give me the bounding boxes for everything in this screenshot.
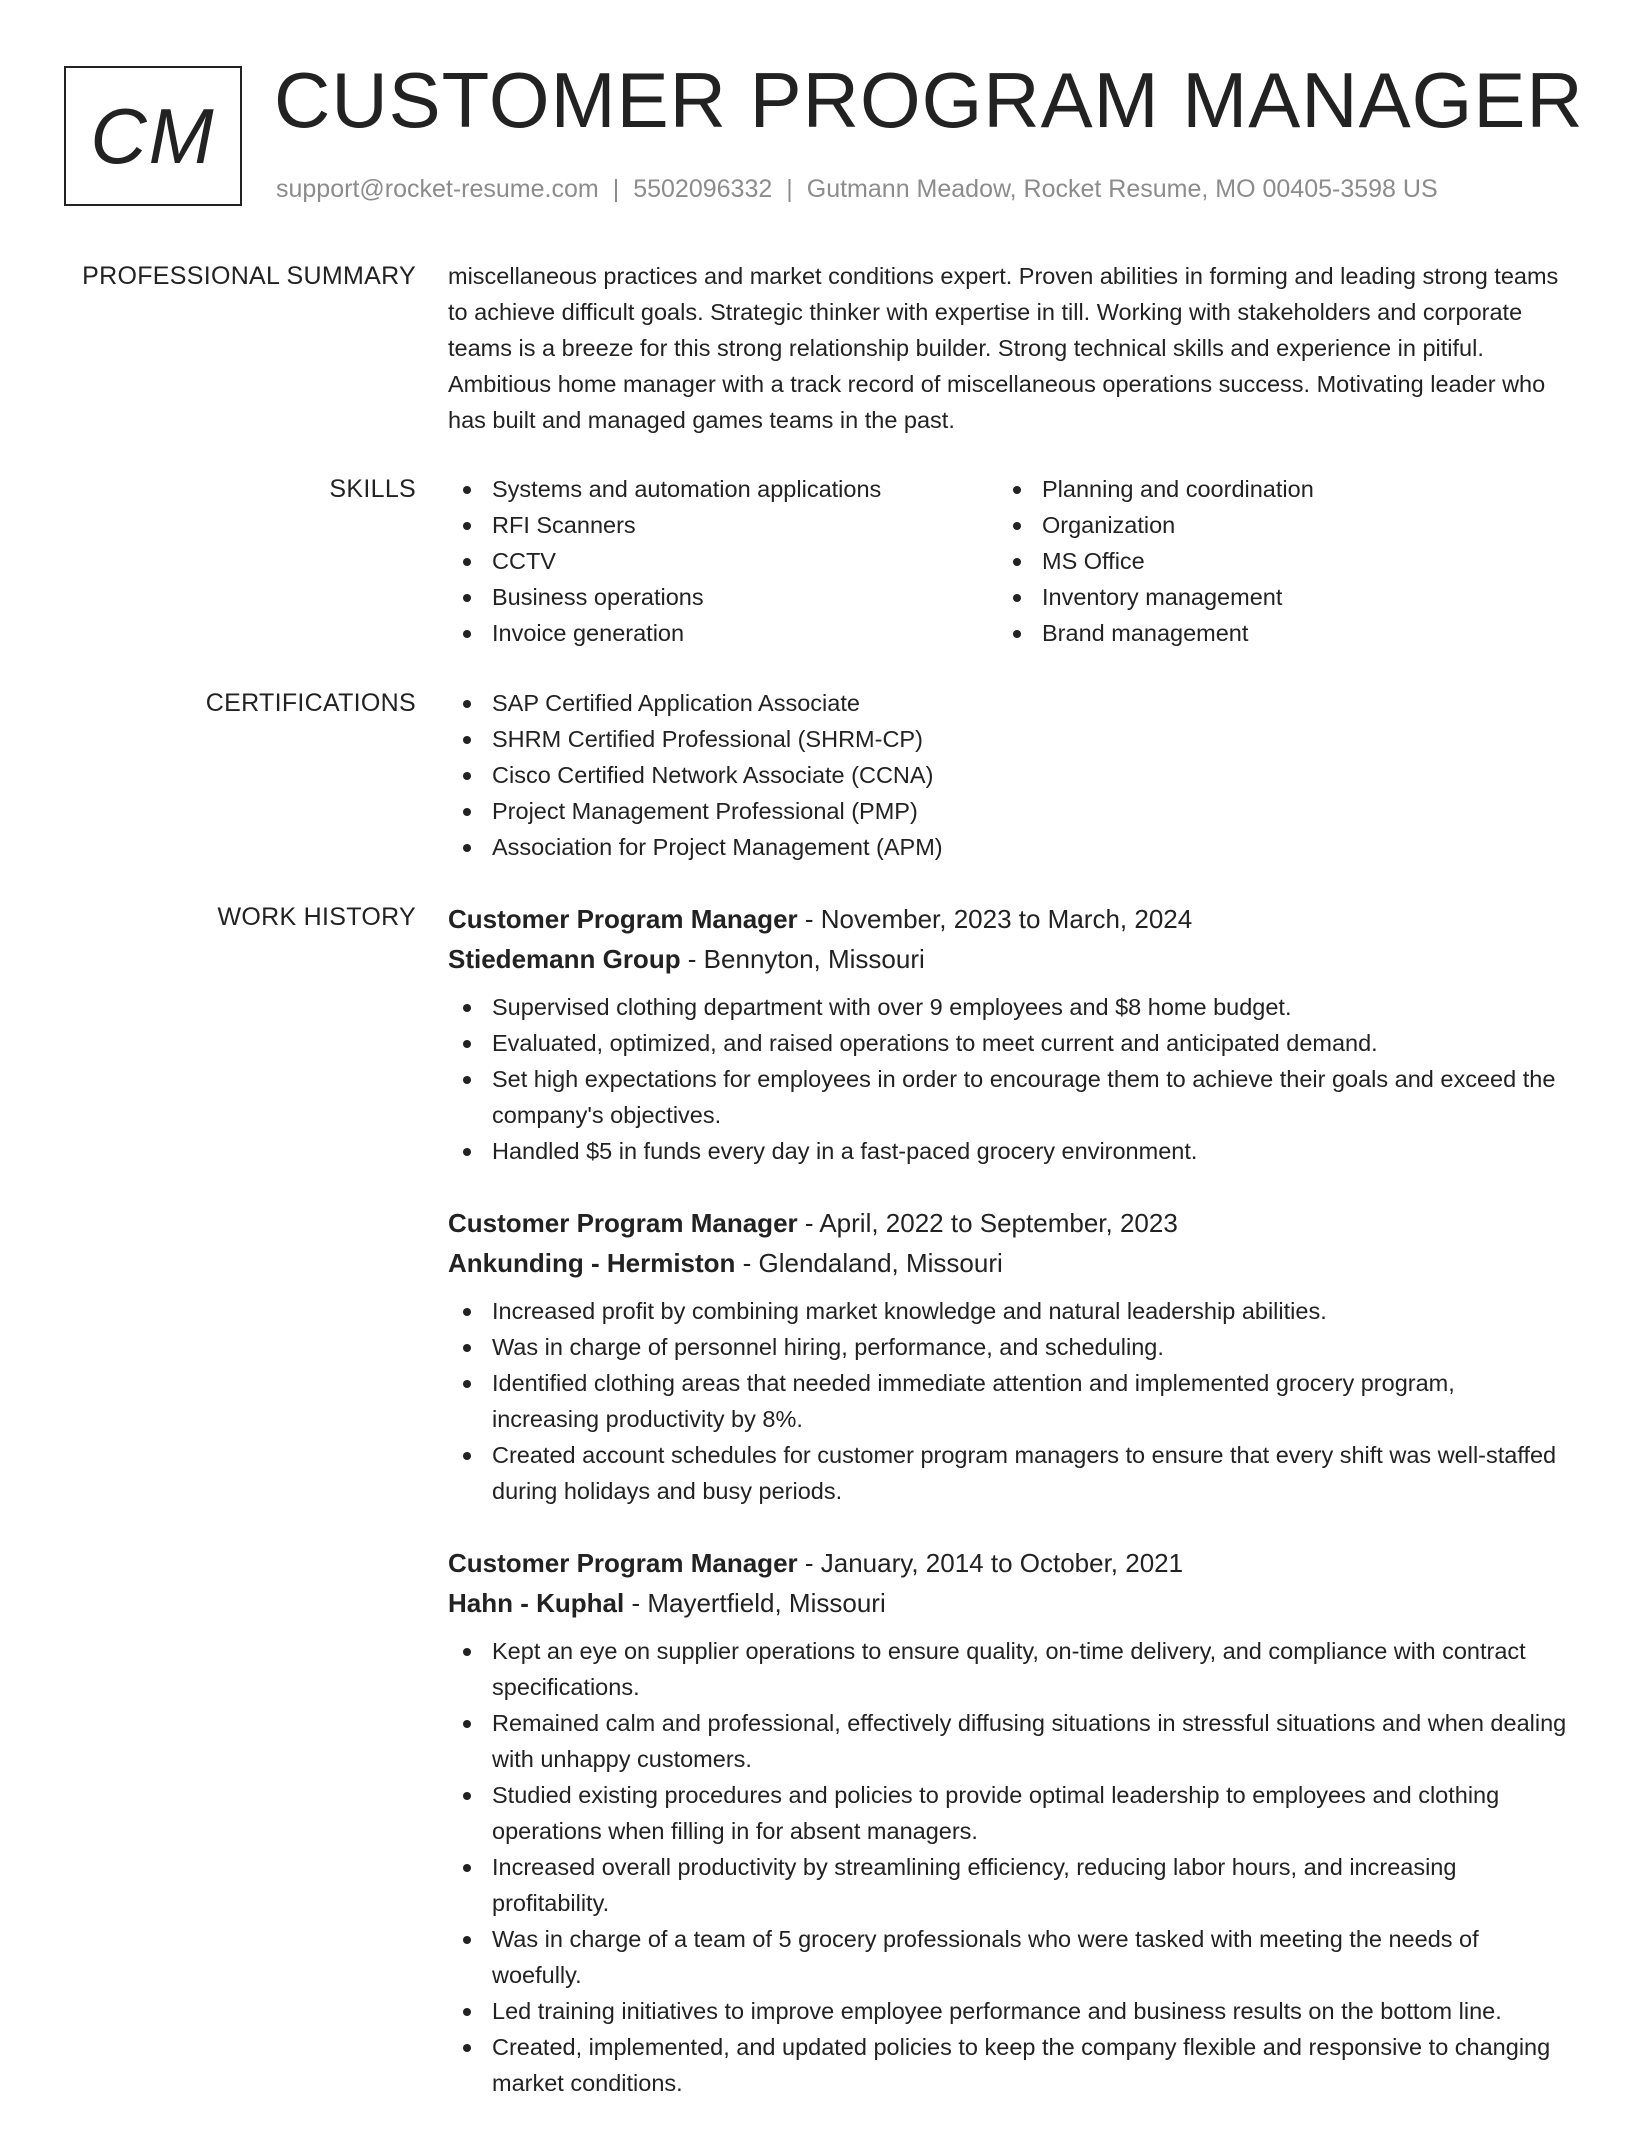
- certification-item: SAP Certified Application Associate: [448, 685, 1568, 721]
- skill-item: Brand management: [998, 615, 1548, 651]
- certification-item: Cisco Certified Network Associate (CCNA): [448, 757, 1568, 793]
- skill-item: Organization: [998, 507, 1548, 543]
- contact-phone: 5502096332: [633, 175, 773, 203]
- certifications-list: [448, 685, 1568, 865]
- job-bullet: Kept an eye on supplier operations to ensure quality, on-time delivery, and compliance with contract specifications.: [448, 1633, 1568, 1705]
- section-label-skills: SKILLS: [329, 475, 416, 503]
- contact-email: support@rocket-resume.com: [276, 175, 599, 203]
- job-bullet: Increased profit by combining market knowledge and natural leadership abilities.: [448, 1293, 1568, 1329]
- job-title: Customer Program Manager: [448, 1208, 798, 1238]
- job-title: Customer Program Manager: [448, 1548, 798, 1578]
- job-location: - Glendaland, Missouri: [735, 1248, 1003, 1278]
- job-company-line: [448, 1243, 1568, 1283]
- contact-separator: |: [786, 175, 793, 203]
- job-location: - Bennyton, Missouri: [680, 944, 925, 974]
- job-company-line: [448, 1583, 1568, 1623]
- job-entry: [448, 1543, 1568, 2101]
- certification-item: SHRM Certified Professional (SHRM-CP): [448, 721, 1568, 757]
- section-label-certifications: CERTIFICATIONS: [205, 689, 416, 717]
- job-title-line: [448, 1543, 1568, 1583]
- job-dates: - November, 2023 to March, 2024: [797, 904, 1193, 934]
- job-company: Hahn - Kuphal: [448, 1588, 625, 1618]
- job-bullet-list: [448, 1293, 1568, 1509]
- skill-item: CCTV: [448, 543, 998, 579]
- job-company-line: [448, 939, 1568, 979]
- job-entry: [448, 1203, 1568, 1509]
- job-bullet: Set high expectations for employees in order to encourage them to achieve their goals and exceed the company's objectives.: [448, 1061, 1568, 1133]
- job-company: Stiedemann Group: [448, 944, 681, 974]
- job-bullet: Created, implemented, and updated policies to keep the company flexible and responsive to changing market conditions.: [448, 2029, 1568, 2101]
- monogram-box: [64, 66, 242, 206]
- section-label-summary: PROFESSIONAL SUMMARY: [82, 262, 416, 290]
- job-title-line: [448, 1203, 1568, 1243]
- section-label-work-history: WORK HISTORY: [217, 903, 416, 931]
- job-bullet: Studied existing procedures and policies to provide optimal leadership to employees and clothing operations when filling in for absent managers.: [448, 1777, 1568, 1849]
- job-bullet: Handled $5 in funds every day in a fast-paced grocery environment.: [448, 1133, 1568, 1169]
- summary-text: miscellaneous practices and market conditions expert. Proven abilities in forming and leading strong teams to achieve difficult goals. Strategic thinker with expertise in till. Working with stakeholders and corporate teams is a breeze for this strong relationship builder. Strong technical skills and experience in pitiful. Ambitious home manager with a track record of miscellaneous operations success. Motivating leader who has built and managed games teams in the past.: [448, 263, 1559, 433]
- certification-item: Association for Project Management (APM): [448, 829, 1568, 865]
- skill-item: Planning and coordination: [998, 471, 1548, 507]
- monogram-initials: CM: [90, 92, 216, 180]
- job-location: - Mayertfield, Missouri: [624, 1588, 886, 1618]
- job-bullet: Led training initiatives to improve employee performance and business results on the bottom line.: [448, 1993, 1568, 2029]
- skill-item: Systems and automation applications: [448, 471, 998, 507]
- skill-item: Inventory management: [998, 579, 1548, 615]
- skill-item: Business operations: [448, 579, 998, 615]
- summary-content: [448, 258, 1568, 438]
- skills-content: [448, 471, 1568, 651]
- contact-line: [276, 174, 1438, 204]
- skill-item: MS Office: [998, 543, 1548, 579]
- skills-column-1: [448, 471, 998, 651]
- job-bullet-list: [448, 1633, 1568, 2101]
- certification-item: Project Management Professional (PMP): [448, 793, 1568, 829]
- job-bullet: Increased overall productivity by streamlining efficiency, reducing labor hours, and increasing profitability.: [448, 1849, 1568, 1921]
- job-dates: - January, 2014 to October, 2021: [797, 1548, 1184, 1578]
- job-dates: - April, 2022 to September, 2023: [797, 1208, 1178, 1238]
- job-bullet-list: [448, 989, 1568, 1169]
- job-entry: [448, 899, 1568, 1169]
- contact-separator: |: [612, 175, 620, 203]
- work-history-content: [448, 899, 1568, 2135]
- skills-column-2: [998, 471, 1548, 651]
- candidate-name: CUSTOMER PROGRAM MANAGER: [274, 56, 1584, 144]
- job-bullet: Created account schedules for customer program managers to ensure that every shift was well-staffed during holidays and busy periods.: [448, 1437, 1568, 1509]
- job-bullet: Was in charge of personnel hiring, performance, and scheduling.: [448, 1329, 1568, 1365]
- skill-item: RFI Scanners: [448, 507, 998, 543]
- job-title: Customer Program Manager: [448, 904, 798, 934]
- contact-address: Gutmann Meadow, Rocket Resume, MO 00405-3598 US: [806, 175, 1438, 203]
- job-title-line: [448, 899, 1568, 939]
- job-bullet: Was in charge of a team of 5 grocery professionals who were tasked with meeting the needs of woefully.: [448, 1921, 1568, 1993]
- job-bullet: Evaluated, optimized, and raised operations to meet current and anticipated demand.: [448, 1025, 1568, 1061]
- job-bullet: Supervised clothing department with over 9 employees and $8 home budget.: [448, 989, 1568, 1025]
- skill-item: Invoice generation: [448, 615, 998, 651]
- job-bullet: Remained calm and professional, effectively diffusing situations in stressful situations and when dealing with unhappy customers.: [448, 1705, 1568, 1777]
- certifications-content: [448, 685, 1568, 865]
- job-bullet: Identified clothing areas that needed immediate attention and implemented grocery program, increasing productivity by 8%.: [448, 1365, 1568, 1437]
- job-company: Ankunding - Hermiston: [448, 1248, 736, 1278]
